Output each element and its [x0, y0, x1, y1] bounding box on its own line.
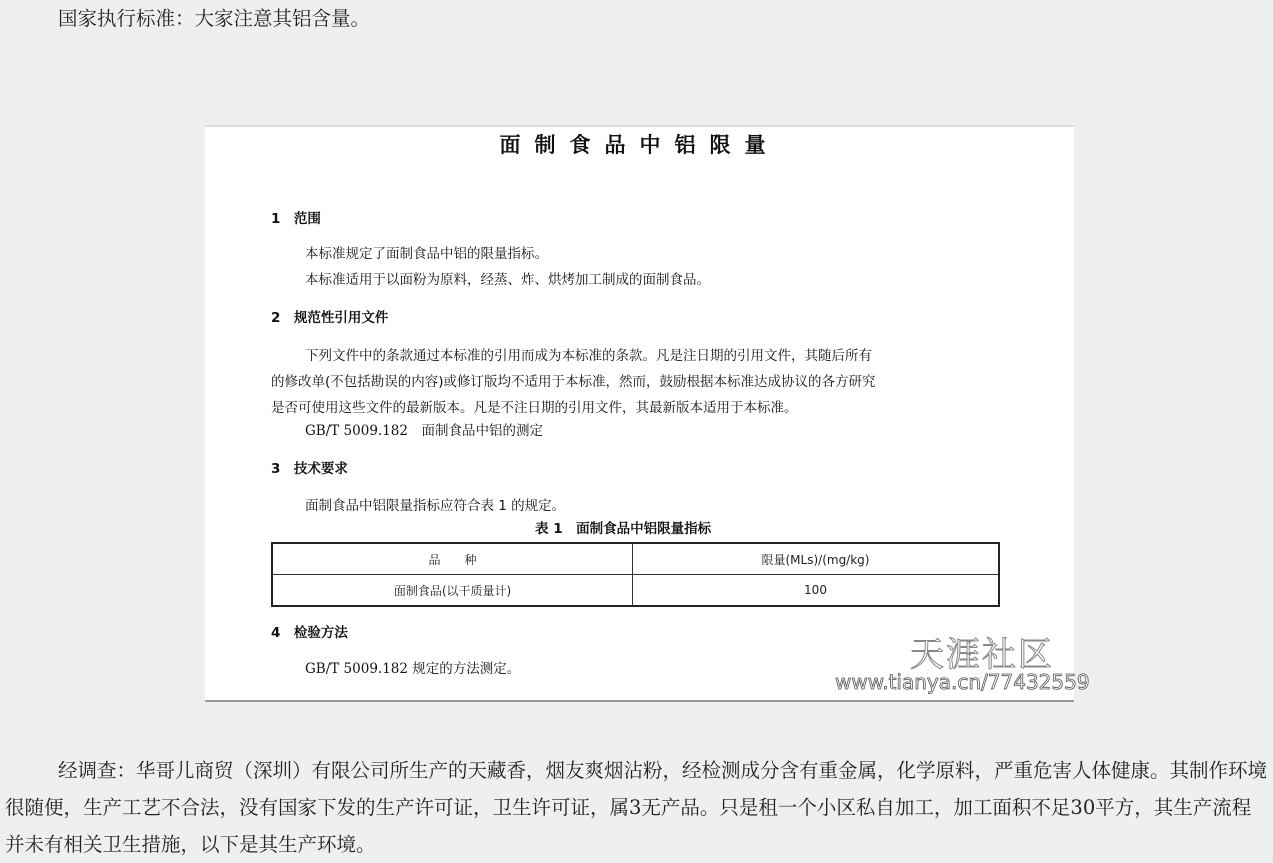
- intro-text: 国家执行标准：大家注意其铝含量。: [58, 7, 371, 30]
- table-caption: 表 1 面制食品中铝限量指标: [535, 521, 712, 537]
- section-2-line-3: 是否可使用这些文件的最新版本。凡是不注日期的引用文件，其最新版本适用于本标准。: [271, 400, 798, 416]
- table-header-cell: 品 种: [272, 543, 633, 575]
- section-4-heading: 4 检验方法: [271, 625, 348, 641]
- section-2-line-2: 的修改单(不包括勘误的内容)或修订版均不适用于本标准，然而，鼓励根据本标准达成协议的各方研究: [271, 374, 876, 390]
- section-3-text: 面制食品中铝限量指标应符合表 1 的规定。: [305, 498, 566, 514]
- section-2-reference: GB/T 5009.182 面制食品中铝的测定: [305, 423, 543, 439]
- section-1-heading: 1 范围: [271, 211, 321, 227]
- investigation-paragraph: 经调查：华哥儿商贸（深圳）有限公司所生产的天藏香，烟友爽烟沾粉，经检测成分含有重金属，化学原料，严重危害人体健康。其制作环境很随便，生产工艺不合法，没有国家下发的生产许可证，卫生许可证，属3无产品。只是租一个小区私自加工，加工面积不足30平方，其生产流程并未有相关卫生措施，以下是其生产环境。: [5, 759, 1268, 856]
- table-header-row: [272, 543, 999, 575]
- table-row: [272, 575, 999, 607]
- document-title: 面制食品中铝限量: [499, 133, 780, 157]
- section-1-text-2: 本标准适用于以面粉为原料，经蒸、炸、烘烤加工制成的面制食品。: [305, 272, 710, 288]
- section-3-heading: 3 技术要求: [271, 461, 348, 477]
- table-header-cell: 限量(MLs)/(mg/kg): [633, 543, 1000, 575]
- section-4-text: GB/T 5009.182 规定的方法测定。: [305, 661, 521, 677]
- watermark-logo: 天涯社区: [910, 635, 1054, 675]
- table-cell: 100: [633, 575, 1000, 607]
- section-1-text-1: 本标准规定了面制食品中铝的限量指标。: [305, 246, 548, 262]
- standard-document-image: [205, 125, 1090, 702]
- limit-table: [271, 542, 1000, 607]
- section-2-line-1: 下列文件中的条款通过本标准的引用而成为本标准的条款。凡是注日期的引用文件，其随后所有: [305, 348, 872, 364]
- watermark-url: www.tianya.cn/77432559: [835, 670, 1090, 694]
- table-cell: 面制食品(以干质量计): [272, 575, 633, 607]
- section-2-heading: 2 规范性引用文件: [271, 310, 389, 326]
